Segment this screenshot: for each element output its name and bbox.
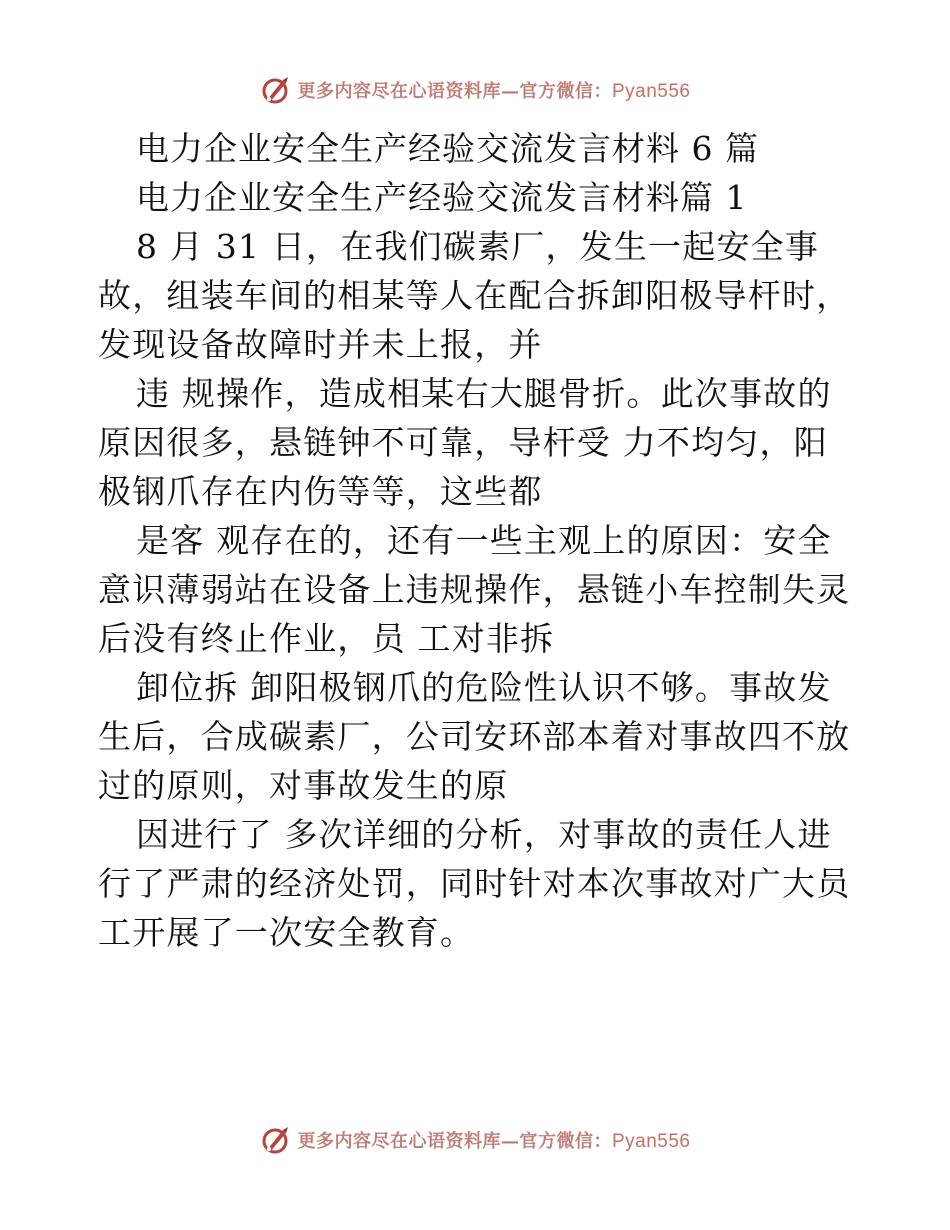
paragraph-line: 因进行了 多次详细的分析，对事故的责任人进	[136, 815, 832, 854]
header-watermark-banner	[0, 70, 950, 110]
banner-text: 更多内容尽在心语资料库—官方微信：Pyan556	[297, 81, 691, 102]
paragraph-line: 违 规操作，造成相某右大腿骨折。此次事故的	[136, 374, 832, 413]
paragraph-line: 过的原则，对事故发生的原	[98, 766, 509, 805]
paragraph-line: 8 月 31 日，在我们碳素厂，发生一起安全事	[136, 227, 820, 266]
document-body	[98, 124, 858, 957]
paragraph-line: 意识薄弱站在设备上违规操作，悬链小车控制失灵	[98, 570, 851, 609]
paragraph-line: 卸位拆 卸阳极钢爪的危险性认识不够。事故发	[136, 668, 832, 707]
paragraph-line: 故，组装车间的相某等人在配合拆卸阳极导杆时，	[98, 276, 851, 315]
document-subtitle: 电力企业安全生产经验交流发言材料篇 1	[136, 178, 748, 217]
paragraph-line: 后没有终止作业，员 工对非拆	[98, 619, 555, 658]
banner-text: 更多内容尽在心语资料库—官方微信：Pyan556	[297, 1131, 691, 1152]
paragraph-line: 行了严肃的经济处罚，同时针对本次事故对广大员	[98, 864, 851, 903]
paragraph-line: 生后，合成碳素厂，公司安环部本着对事故四不放	[98, 717, 851, 756]
paragraph-line: 发现设备故障时并未上报，并	[98, 325, 543, 364]
wechat-id: Pyan556	[611, 81, 691, 102]
footer-watermark-banner	[0, 1120, 950, 1160]
paragraph-line: 极钢爪存在内伤等等，这些都	[98, 472, 543, 511]
quill-pen-logo-icon	[259, 1124, 291, 1156]
quill-pen-logo-icon	[259, 74, 291, 106]
paragraph-line: 原因很多，悬链钟不可靠，导杆受 力不均匀，阳	[98, 423, 828, 462]
document-title: 电力企业安全生产经验交流发言材料 6 篇	[136, 129, 759, 168]
paragraph-line: 工开展了一次安全教育。	[98, 913, 475, 952]
wechat-id: Pyan556	[611, 1131, 691, 1152]
paragraph-line: 是客 观存在的，还有一些主观上的原因：安全	[136, 521, 832, 560]
